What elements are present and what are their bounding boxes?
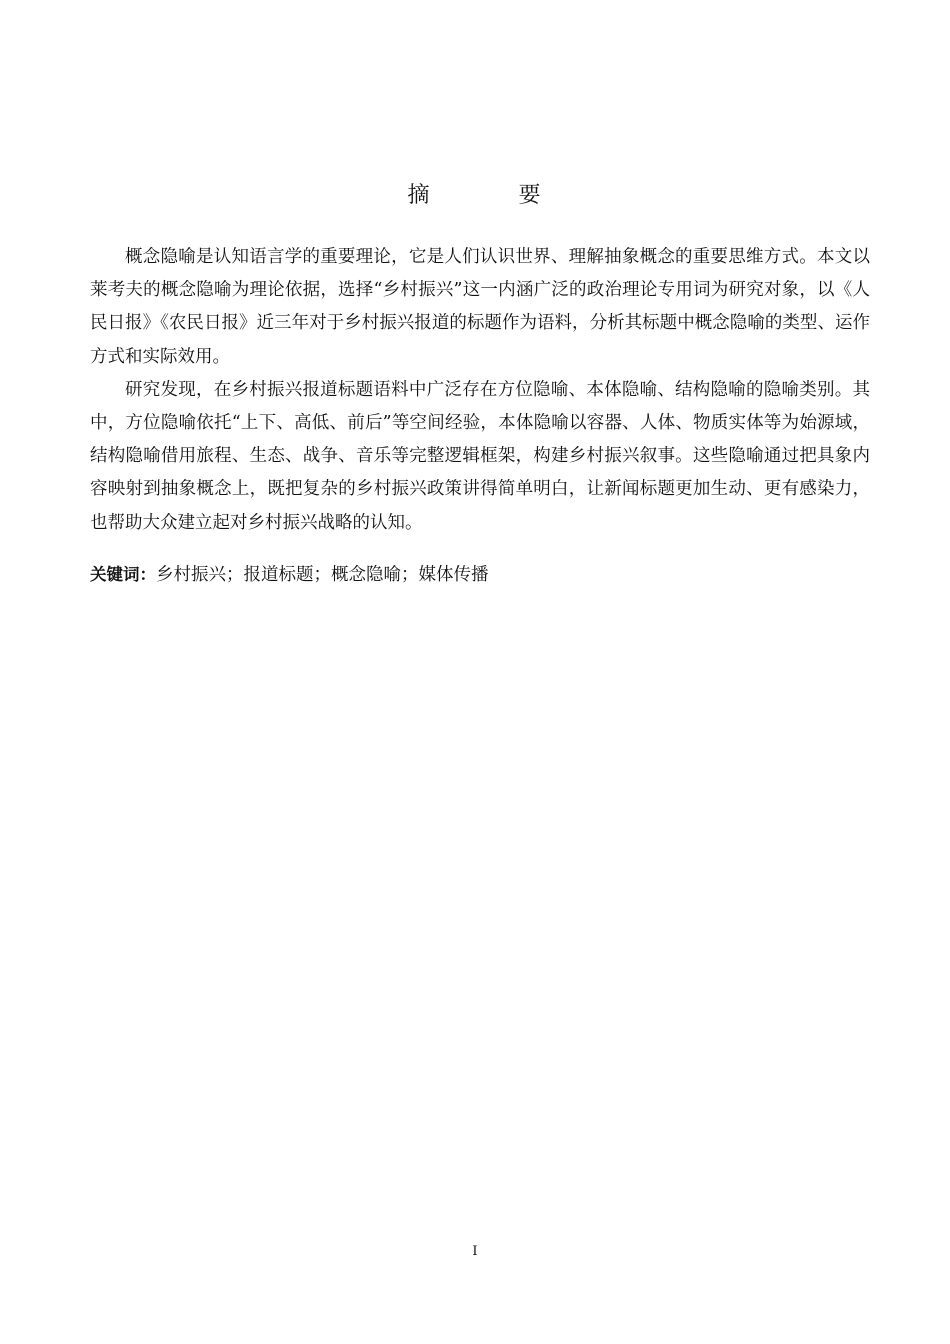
keywords-line [90,561,870,589]
abstract-paragraph-2: 研究发现，在乡村振兴报道标题语料中广泛存在方位隐喻、本体隐喻、结构隐喻的隐喻类别。其中，方位隐喻依托“上下、高低、前后”等空间经验，本体隐喻以容器、人体、物质实体等为始源域，结构隐喻借用旅程、生态、战争、音乐等完整逻辑框架，构建乡村振兴叙事。这些隐喻通过把具象内容映射到抽象概念上，既把复杂的乡村振兴政策讲得简单明白，让新闻标题更加生动、更有感染力，也帮助大众建立起对乡村振兴战略的认知。 [90,379,870,533]
title-char-1: 摘 [407,183,432,208]
page-number: I [472,1244,478,1259]
title-char-2: 要 [518,183,543,208]
abstract-title [0,178,950,209]
keywords-text: 乡村振兴；报道标题；概念隐喻；媒体传播 [156,565,489,585]
keywords-label: 关键词： [90,565,156,584]
abstract-paragraph-1: 概念隐喻是认知语言学的重要理论，它是人们认识世界、理解抽象概念的重要思维方式。本文以莱考夫的概念隐喻为理论依据，选择“乡村振兴”这一内涵广泛的政治理论专用词为研究对象，以《人民日报》《农民日报》近三年对于乡村振兴报道的标题作为语料，分析其标题中概念隐喻的类型、运作方式和实际效用。 [90,247,870,367]
abstract-body [90,241,870,540]
